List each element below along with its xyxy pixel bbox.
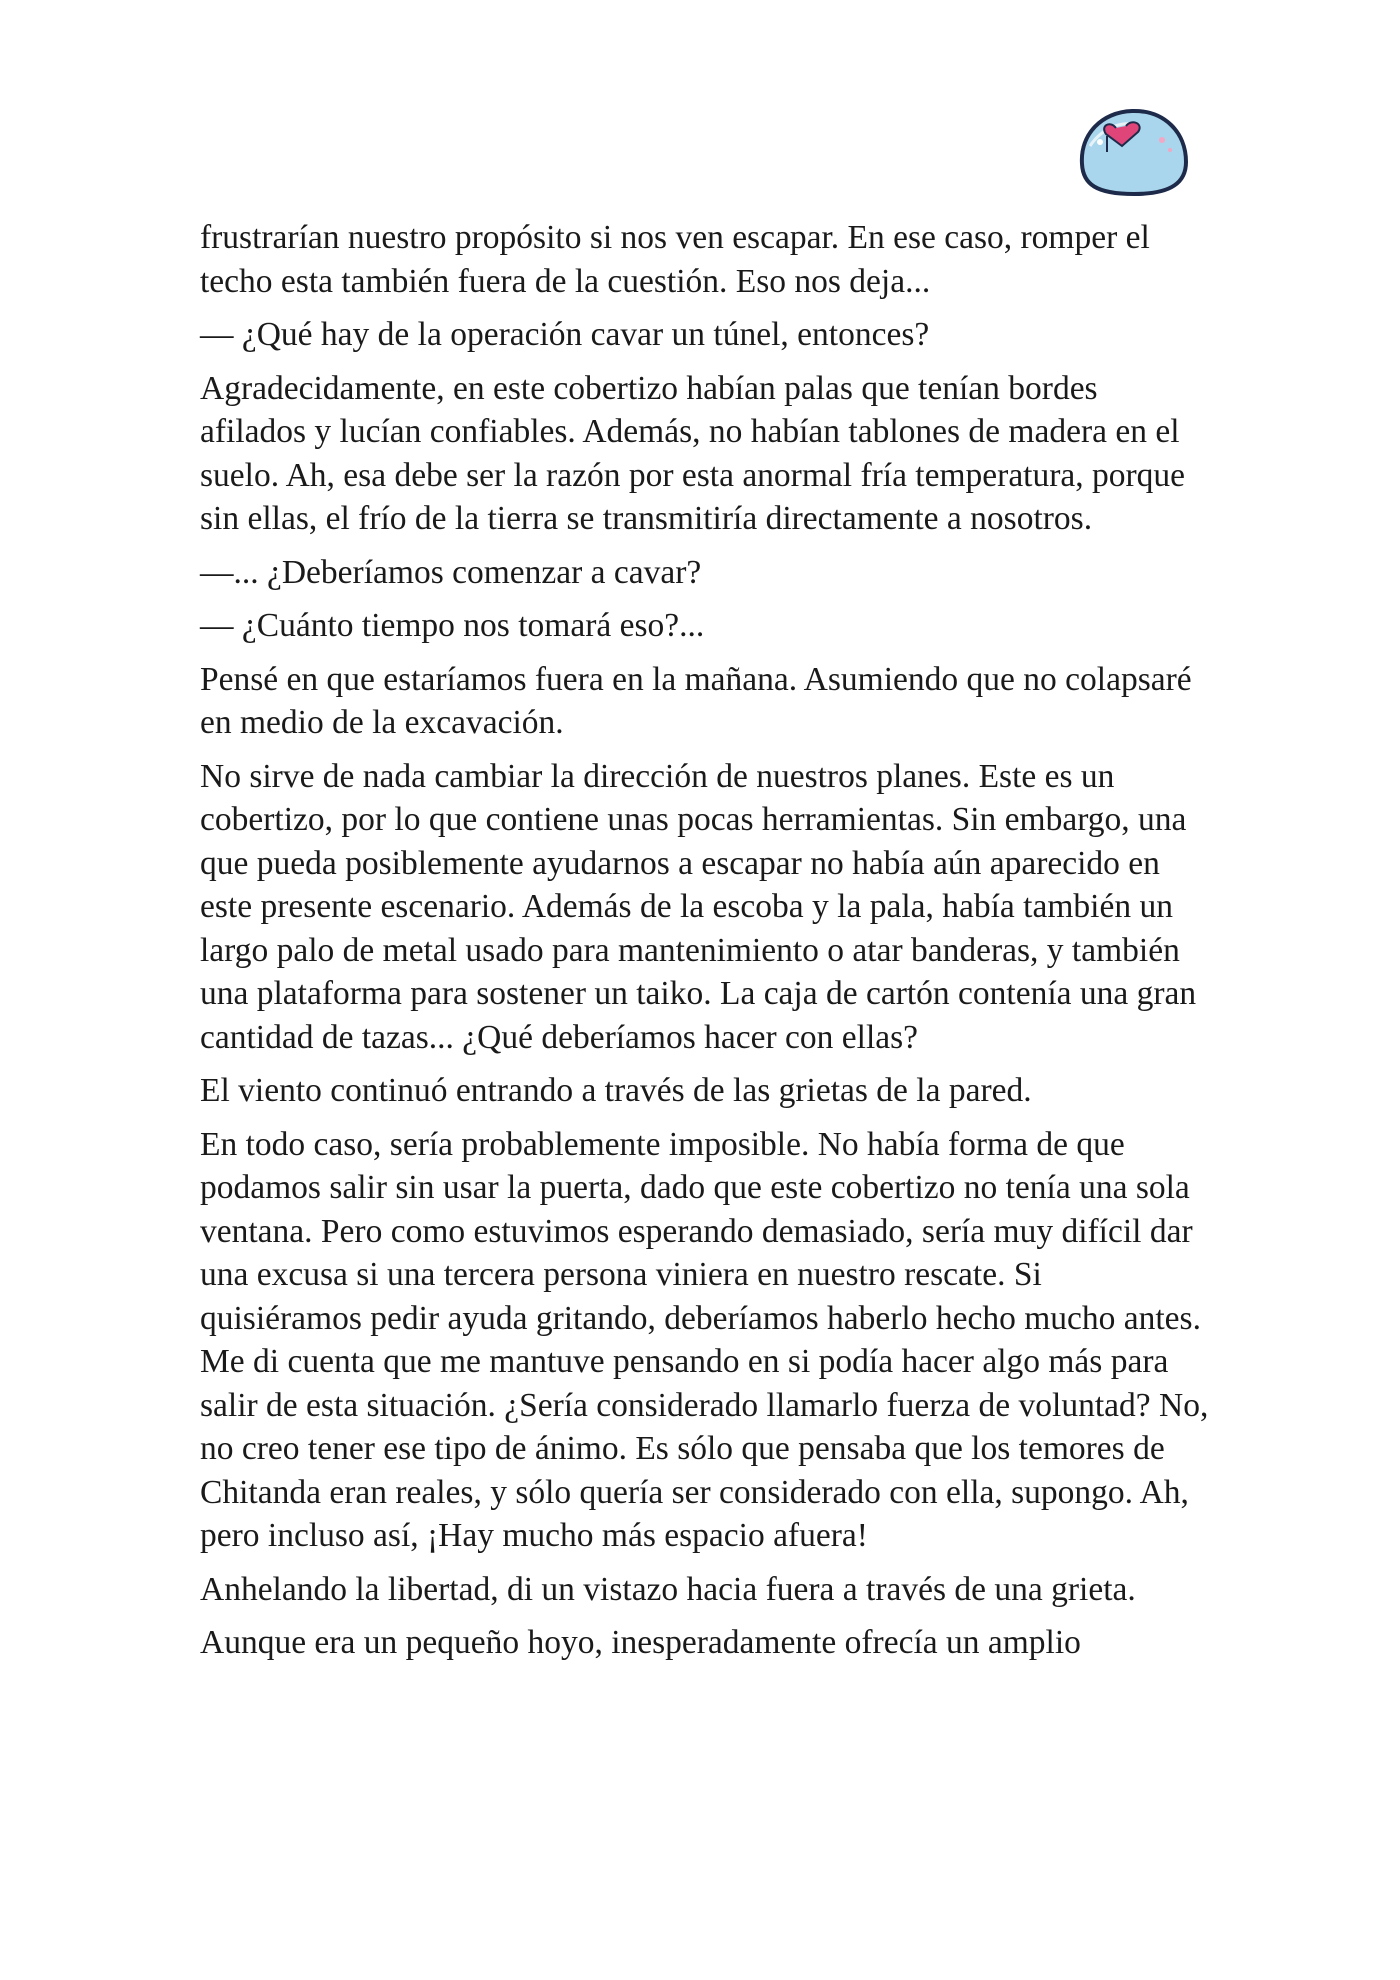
paragraph: Pensé en que estaríamos fuera en la mañana. Asumiendo que no colapsaré en medio de la excavación. <box>200 660 1192 741</box>
paragraph: Agradecidamente, en este cobertizo habían palas que tenían bordes afilados y lucían confiables. Además, no habían tablones de madera en el suelo. Ah, esa debe ser la razón por esta anormal fría temperatura, porque sin ellas, el frío de la tierra se transmitiría directamente a nosotros. <box>200 369 1186 537</box>
paragraph: Anhelando la libertad, di un vistazo hacia fuera a través de una grieta. <box>200 1570 1136 1608</box>
dialogue-line: — ¿Qué hay de la operación cavar un túnel, entonces? <box>200 316 930 353</box>
paragraph: No sirve de nada cambiar la dirección de nuestros planes. Este es un cobertizo, por lo que contiene unas pocas herramientas. Sin embargo, una que pueda posiblemente ayudarnos a escapar no había aún aparecido en este presente escenario. Además de la escoba y la pala, había también un largo palo de metal usado para mantenimiento o atar banderas, y también una plataforma para sostener un taiko. La caja de cartón contenía una gran cantidad de tazas... ¿Qué deberíamos hacer con ellas? <box>200 757 1197 1056</box>
dialogue-line: — ¿Cuánto tiempo nos tomará eso?... <box>200 607 705 644</box>
paragraph: frustrarían nuestro propósito si nos ven escapar. En ese caso, romper el techo esta también fuera de la cuestión. Eso nos deja... <box>200 219 1150 300</box>
paragraph: Aunque era un pequeño hoyo, inesperadamente ofrecía un amplio <box>200 1624 1081 1661</box>
heart-emblem-icon <box>1072 106 1194 198</box>
paragraph: El viento continuó entrando a través de las grietas de la pared. <box>200 1072 1032 1109</box>
paragraph: En todo caso, sería probablemente imposible. No había forma de que podamos salir sin usar la puerta, dado que este cobertizo no tenía una sola ventana. Pero como estuvimos esperando demasiado, sería muy difícil dar una excusa si una tercera persona viniera en nuestro rescate. Si quisiéramos pedir ayuda gritando, deberíamos haberlo hecho mucho antes. Me di cuenta que me mantuve pensando en si podía hacer algo más para salir de esta situación. ¿Sería considerado llamarlo fuerza de voluntad? No, no creo tener ese tipo de ánimo. Es sólo que pensaba que los temores de Chitanda eran reales, y sólo quería ser considerado con ella, supongo. Ah, pero incluso así, ¡Hay mucho más espacio afuera! <box>200 1125 1209 1554</box>
watermark-logo <box>1072 106 1194 198</box>
dialogue-line: —... ¿Deberíamos comenzar a cavar? <box>200 553 702 591</box>
document-body <box>200 216 1210 1665</box>
